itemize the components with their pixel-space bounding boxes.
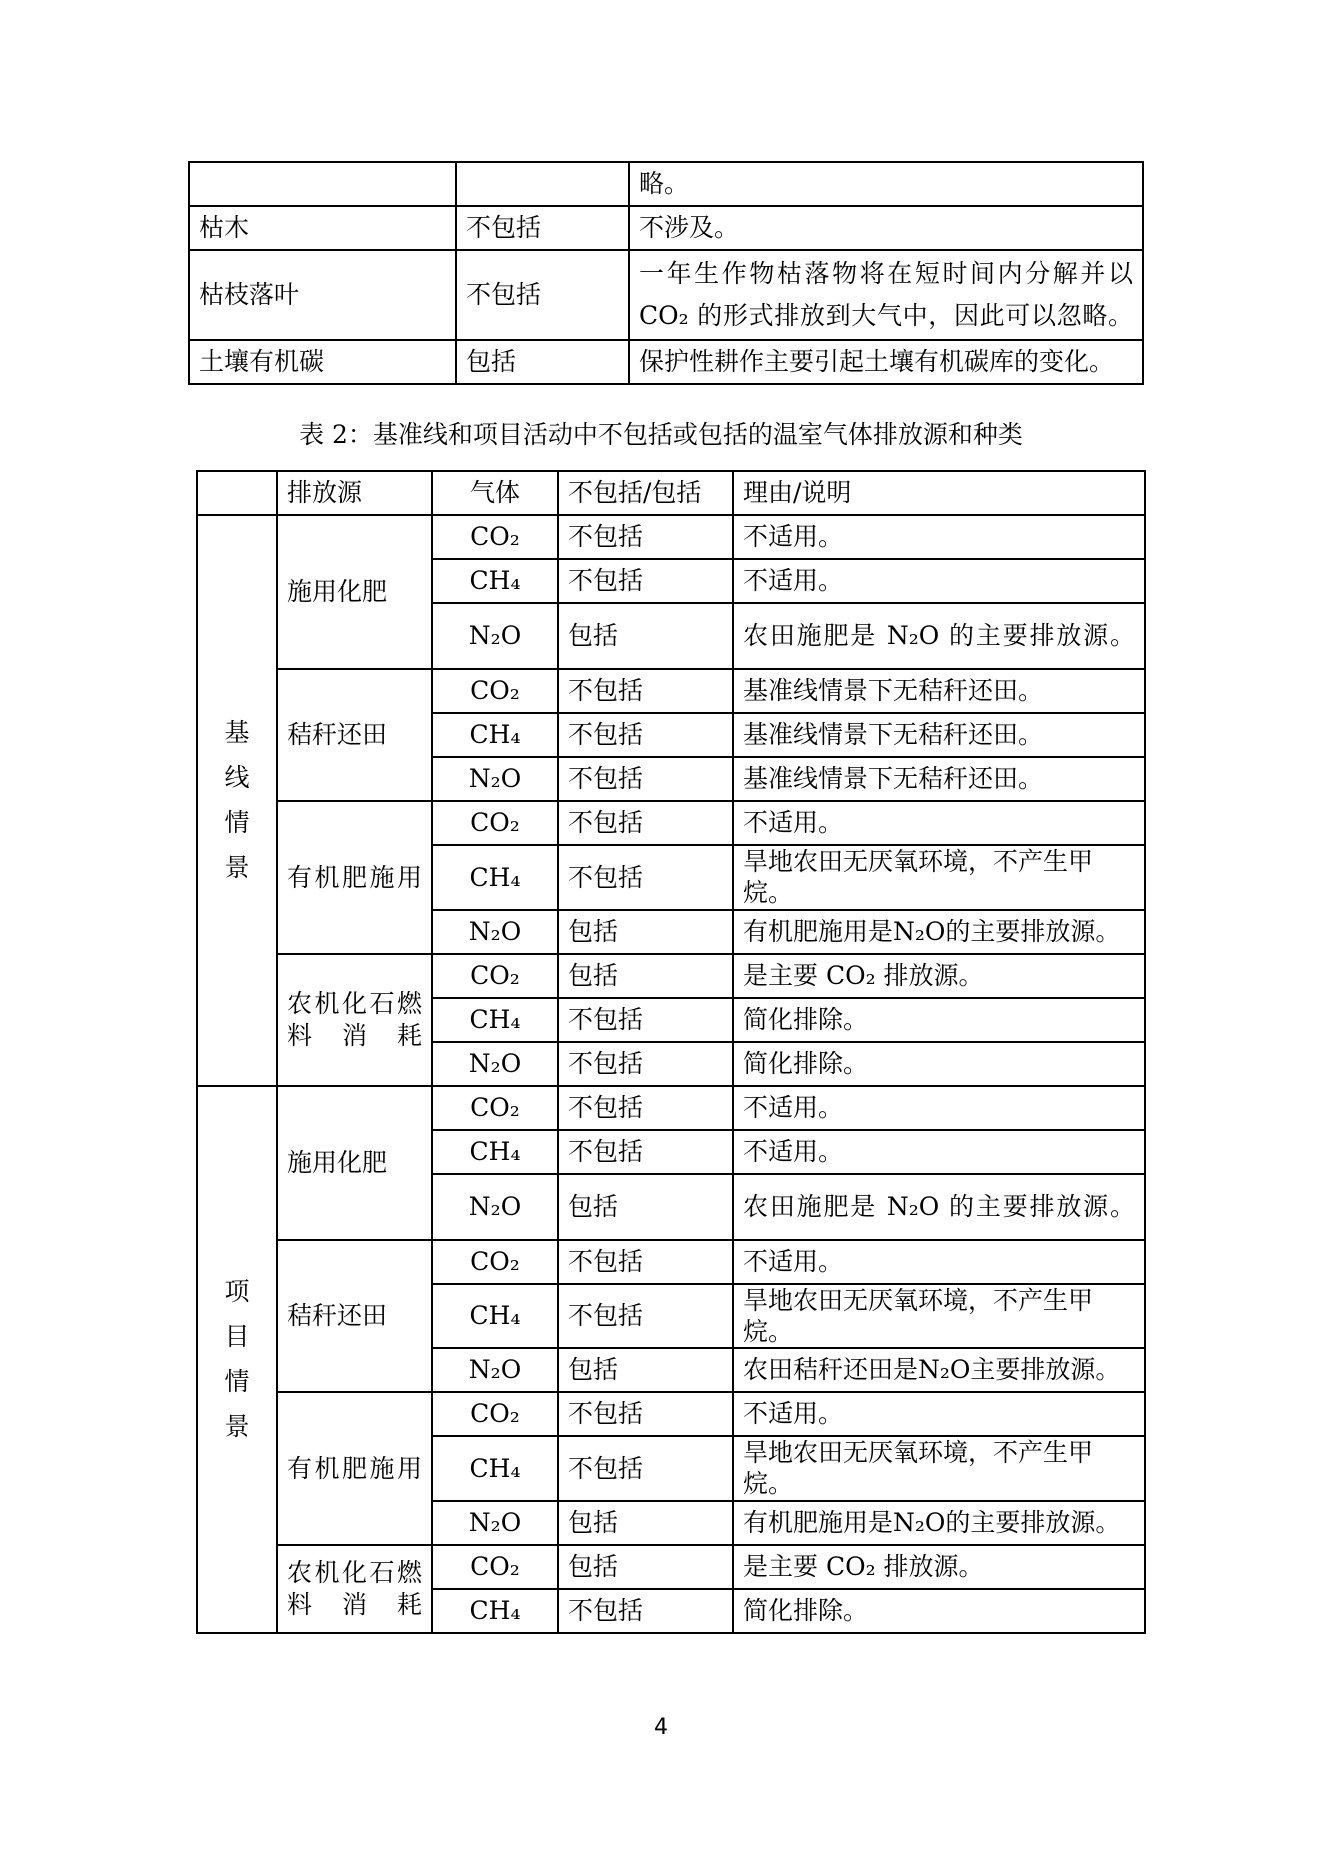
inclusion-cell: 不包括	[558, 1130, 733, 1174]
scenario-label-text: 项目情景	[224, 1277, 250, 1441]
table-row	[189, 340, 1143, 384]
inclusion-cell: 不包括	[558, 1392, 733, 1436]
inclusion-cell: 不包括	[558, 1042, 733, 1086]
inclusion-cell: 包括	[558, 1501, 733, 1545]
gas-cell: N₂O	[432, 1501, 558, 1545]
reason-cell: 不适用。	[733, 515, 1145, 559]
emission-source: 农机化石燃料消耗	[277, 1545, 432, 1633]
table-row	[189, 206, 1143, 250]
table-cell: 一年生作物枯落物将在短时间内分解并以CO₂ 的形式排放到大气中，因此可以忽略。	[629, 250, 1143, 340]
inclusion-cell: 不包括	[558, 757, 733, 801]
inclusion-cell: 包括	[558, 1545, 733, 1589]
reason-cell: 是主要 CO₂ 排放源。	[733, 954, 1145, 998]
table-cell: 包括	[456, 340, 629, 384]
inclusion-cell: 包括	[558, 1348, 733, 1392]
emission-source: 有机肥施用	[277, 1392, 432, 1545]
table-cell: 不包括	[456, 206, 629, 250]
table-row	[189, 250, 1143, 340]
gas-cell: CO₂	[432, 515, 558, 559]
inclusion-cell: 不包括	[558, 713, 733, 757]
scenario-label	[197, 515, 277, 1086]
page-number: 4	[654, 1715, 668, 1740]
reason-cell: 有机肥施用是N₂O的主要排放源。	[733, 910, 1145, 954]
inclusion-cell: 不包括	[558, 1436, 733, 1501]
table-1-continued	[188, 161, 1144, 385]
table-row	[197, 1086, 1145, 1130]
emission-source: 农机化石燃料消耗	[277, 954, 432, 1086]
emission-source: 秸秆还田	[277, 1240, 432, 1393]
reason-cell: 简化排除。	[733, 998, 1145, 1042]
reason-cell: 基准线情景下无秸秆还田。	[733, 757, 1145, 801]
gas-cell: CH₄	[432, 1436, 558, 1501]
table-2-emission-sources	[196, 470, 1146, 1634]
reason-cell: 旱地农田无厌氧环境，不产生甲烷。	[733, 845, 1145, 910]
reason-cell: 简化排除。	[733, 1589, 1145, 1633]
gas-cell: N₂O	[432, 1174, 558, 1240]
table-row	[197, 1240, 1145, 1284]
scenario-label-text: 基线情景	[224, 718, 250, 883]
reason-cell: 不适用。	[733, 801, 1145, 845]
table-row	[197, 669, 1145, 713]
inclusion-cell: 包括	[558, 910, 733, 954]
reason-cell: 旱地农田无厌氧环境，不产生甲烷。	[733, 1436, 1145, 1501]
inclusion-cell: 不包括	[558, 669, 733, 713]
scenario-label	[197, 1086, 277, 1633]
gas-cell: CH₄	[432, 713, 558, 757]
gas-cell: CH₄	[432, 845, 558, 910]
gas-cell: CH₄	[432, 559, 558, 603]
gas-cell: N₂O	[432, 603, 558, 669]
reason-cell: 有机肥施用是N₂O的主要排放源。	[733, 1501, 1145, 1545]
inclusion-cell: 不包括	[558, 1589, 733, 1633]
inclusion-cell: 包括	[558, 603, 733, 669]
reason-cell: 简化排除。	[733, 1042, 1145, 1086]
reason-cell: 是主要 CO₂ 排放源。	[733, 1545, 1145, 1589]
reason-cell: 旱地农田无厌氧环境，不产生甲烷。	[733, 1284, 1145, 1349]
column-header: 气体	[432, 471, 558, 515]
table-header-row	[197, 471, 1145, 515]
gas-cell: CO₂	[432, 1392, 558, 1436]
inclusion-cell: 不包括	[558, 1240, 733, 1284]
inclusion-cell: 不包括	[558, 559, 733, 603]
table-row	[197, 801, 1145, 845]
inclusion-cell: 不包括	[558, 1086, 733, 1130]
reason-cell: 基准线情景下无秸秆还田。	[733, 669, 1145, 713]
reason-cell: 不适用。	[733, 559, 1145, 603]
table-row	[197, 1392, 1145, 1436]
reason-cell: 不适用。	[733, 1130, 1145, 1174]
table-row	[197, 954, 1145, 998]
inclusion-cell: 不包括	[558, 801, 733, 845]
gas-cell: N₂O	[432, 1348, 558, 1392]
gas-cell: CH₄	[432, 998, 558, 1042]
table-cell: 不包括	[456, 250, 629, 340]
emission-source: 有机肥施用	[277, 801, 432, 954]
table-row	[189, 162, 1143, 206]
gas-cell: CH₄	[432, 1284, 558, 1349]
column-header	[197, 471, 277, 515]
reason-cell: 农田施肥是 N₂O 的主要排放源。	[733, 603, 1145, 669]
inclusion-cell: 不包括	[558, 1284, 733, 1349]
gas-cell: CH₄	[432, 1589, 558, 1633]
table-cell: 枯木	[189, 206, 456, 250]
gas-cell: CO₂	[432, 1545, 558, 1589]
emission-source: 秸秆还田	[277, 669, 432, 801]
table-row	[197, 1545, 1145, 1589]
inclusion-cell: 包括	[558, 954, 733, 998]
gas-cell: N₂O	[432, 757, 558, 801]
table-2-caption: 表 2：基准线和项目活动中不包括或包括的温室气体排放源和种类	[299, 420, 1023, 449]
emission-source: 施用化肥	[277, 1086, 432, 1240]
reason-cell: 不适用。	[733, 1086, 1145, 1130]
gas-cell: CO₂	[432, 669, 558, 713]
table-cell: 枯枝落叶	[189, 250, 456, 340]
gas-cell: N₂O	[432, 1042, 558, 1086]
table-cell	[189, 162, 456, 206]
inclusion-cell: 不包括	[558, 998, 733, 1042]
gas-cell: CO₂	[432, 1240, 558, 1284]
table-row	[197, 515, 1145, 559]
table-cell: 土壤有机碳	[189, 340, 456, 384]
gas-cell: CO₂	[432, 1086, 558, 1130]
table-cell: 不涉及。	[629, 206, 1143, 250]
gas-cell: CO₂	[432, 954, 558, 998]
reason-cell: 农田施肥是 N₂O 的主要排放源。	[733, 1174, 1145, 1240]
table-cell: 略。	[629, 162, 1143, 206]
inclusion-cell: 不包括	[558, 515, 733, 559]
reason-cell: 基准线情景下无秸秆还田。	[733, 713, 1145, 757]
column-header: 理由/说明	[733, 471, 1145, 515]
table-cell: 保护性耕作主要引起土壤有机碳库的变化。	[629, 340, 1143, 384]
inclusion-cell: 包括	[558, 1174, 733, 1240]
reason-cell: 不适用。	[733, 1240, 1145, 1284]
column-header: 不包括/包括	[558, 471, 733, 515]
reason-cell: 农田秸秆还田是N₂O主要排放源。	[733, 1348, 1145, 1392]
emission-source: 施用化肥	[277, 515, 432, 669]
table-cell	[456, 162, 629, 206]
gas-cell: CO₂	[432, 801, 558, 845]
gas-cell: CH₄	[432, 1130, 558, 1174]
inclusion-cell: 不包括	[558, 845, 733, 910]
gas-cell: N₂O	[432, 910, 558, 954]
reason-cell: 不适用。	[733, 1392, 1145, 1436]
column-header: 排放源	[277, 471, 432, 515]
